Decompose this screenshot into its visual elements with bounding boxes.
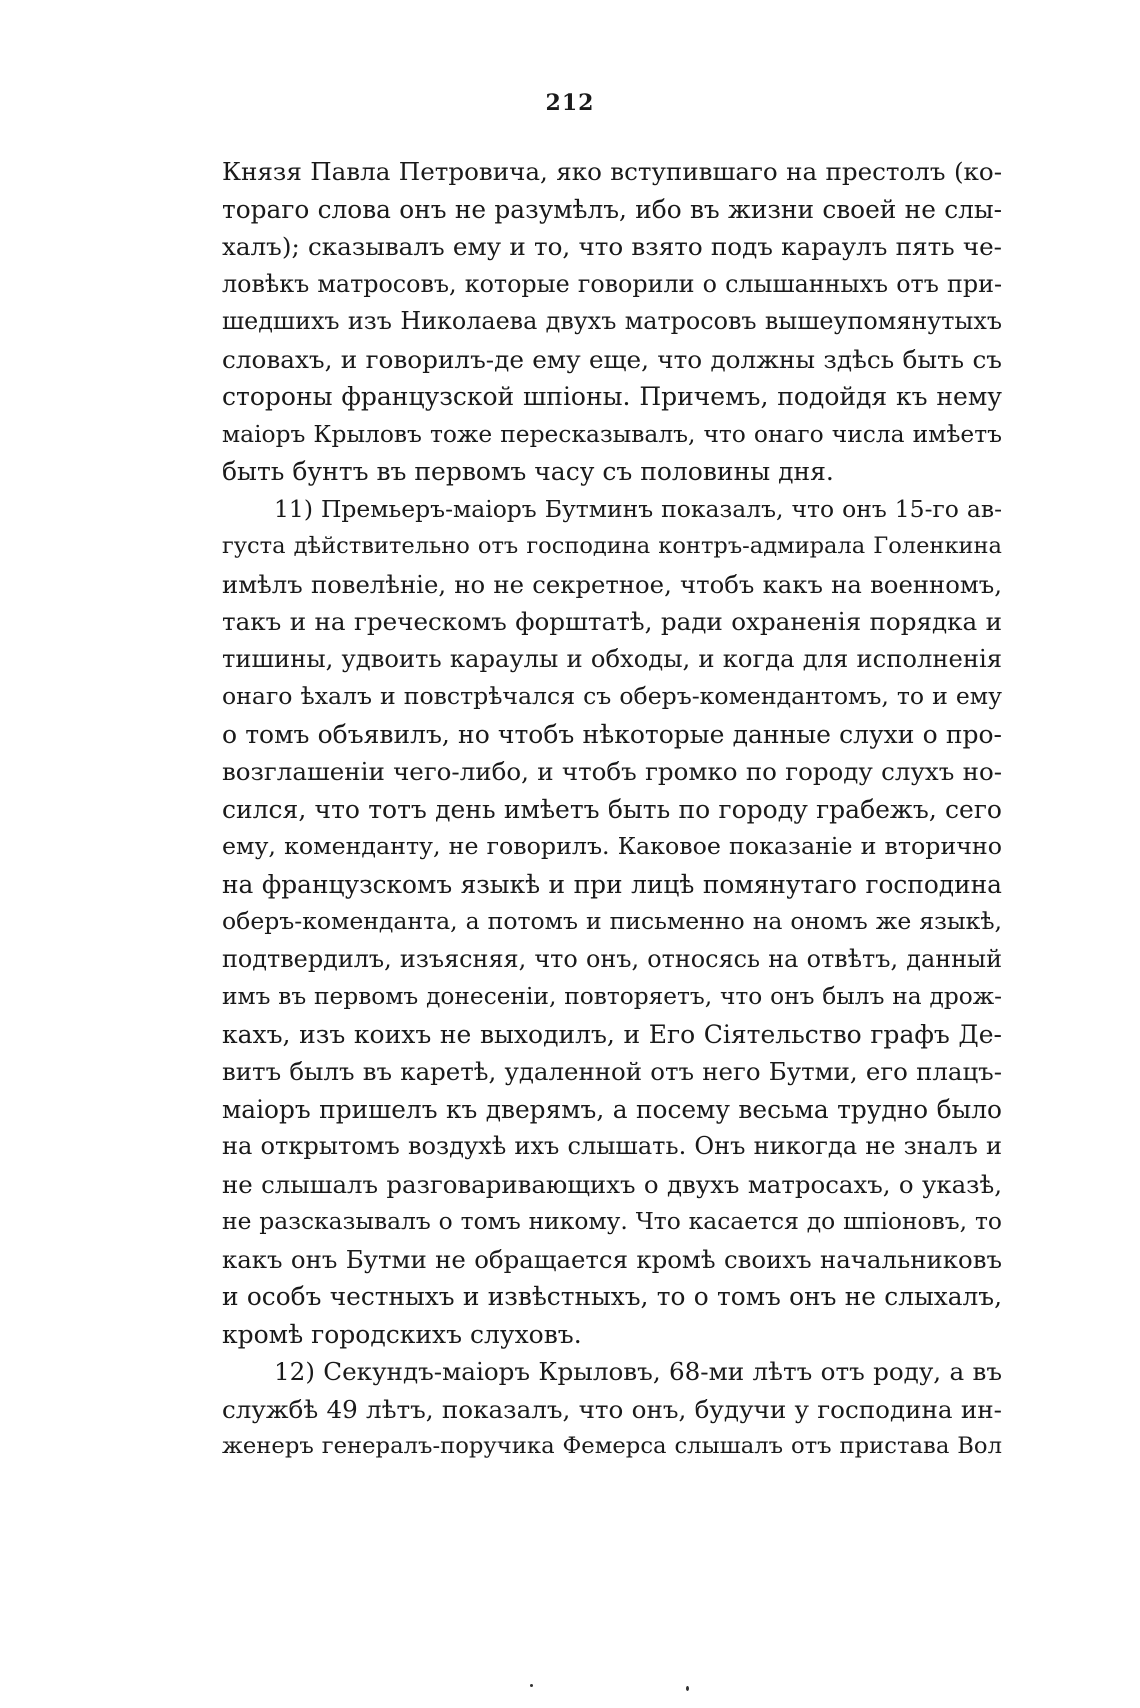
text-line: тораго слова онъ не разумѣлъ, ибо въ жизни своей не слы- (222, 194, 1002, 224)
text-line: быть бунтъ въ первомъ часу съ половины дня. (222, 457, 834, 486)
text-line: имѣлъ повелѣніе, но не секретное, чтобъ какъ на военномъ, (222, 569, 1002, 599)
paragraph-3 (222, 1353, 1002, 1466)
text-line: не слышалъ разговаривающихъ о двухъ матросахъ, о указѣ, (222, 1169, 1002, 1199)
text-line: женеръ генералъ-поручика Фемерса слышалъ отъ пристава Вол (222, 1433, 1002, 1459)
text-line: о томъ объявилъ, но чтобъ нѣкоторые данные слухи о про- (222, 719, 1002, 749)
text-line: службѣ 49 лѣтъ, показалъ, что онъ, будучи у господина ин- (222, 1394, 1002, 1424)
text-line: кахъ, изъ коихъ не выходилъ, и Его Сіятельство графъ Де- (222, 1019, 1002, 1049)
paragraph-1 (222, 153, 1002, 491)
text-line: на французскомъ языкѣ и при лицѣ помянутаго господина (222, 869, 1002, 899)
text-line: 12) Секундъ-маіоръ Крыловъ, 68-ми лѣтъ отъ роду, а въ (274, 1357, 1002, 1386)
text-line: кромѣ городскихъ слуховъ. (222, 1319, 582, 1349)
text-line: онаго ѣхалъ и повстрѣчался съ оберъ-комендантомъ, то и ему (222, 682, 1002, 710)
text-line: словахъ, и говорилъ-де ему еще, что должны здѣсь быть съ (222, 344, 1002, 374)
text-line: оберъ-коменданта, а потомъ и письменно на ономъ же языкѣ, (222, 907, 1002, 935)
text-line: стороны французской шпіоны. Причемъ, подойдя къ нему (222, 382, 1002, 411)
text-line: подтвердилъ, изъясняя, что онъ, относясь на отвѣтъ, данный (222, 944, 1002, 973)
text-line: и особъ честныхъ и извѣстныхъ, то о томъ онъ не слыхалъ, (222, 1282, 1002, 1311)
text-line: ему, коменданту, не говорилъ. Каковое показаніе и вторично (222, 832, 1002, 860)
body-text (222, 153, 1002, 1466)
text-line: какъ онъ Бутми не обращается кромѣ своихъ начальниковъ (222, 1244, 1002, 1274)
text-line: такъ и на греческомъ форштатѣ, ради охраненія порядка и (222, 607, 1002, 636)
text-line: сился, что тотъ день имѣетъ быть по городу грабежъ, сего (222, 794, 1002, 824)
text-line: имъ въ первомъ донесеніи, повторяетъ, что онъ былъ на дрож- (222, 983, 1002, 1010)
scan-speck (686, 1686, 689, 1691)
text-line: витъ былъ въ каретѣ, удаленной отъ него Бутми, его плацъ- (222, 1057, 1002, 1086)
text-line: маіоръ пришелъ къ дверямъ, а посему весьма трудно было (222, 1094, 1002, 1124)
text-line: на открытомъ воздухѣ ихъ слышать. Онъ никогда не зналъ и (222, 1132, 1002, 1160)
scan-speck (530, 1684, 533, 1687)
text-line: Князя Павла Петровича, яко вступившаго на престолъ (ко- (222, 157, 1002, 186)
text-line: 11) Премьеръ-маіоръ Бутминъ показалъ, что онъ 15-го ав- (274, 494, 1002, 523)
text-line: халъ); сказывалъ ему и то, что взято подъ караулъ пять че- (222, 232, 1002, 261)
text-line: густа дѣйствительно отъ господина контръ-адмирала Голенкина (222, 533, 1002, 559)
text-line: возглашеніи чего-либо, и чтобъ громко по городу слухъ но- (222, 757, 1002, 786)
text-line: шедшихъ изъ Николаева двухъ матросовъ вышеупомянутыхъ (222, 307, 1002, 335)
text-line: маіоръ Крыловъ тоже пересказывалъ, что онаго числа имѣетъ (222, 419, 1002, 448)
scan-specks (0, 1682, 1140, 1692)
text-line: не разсказывалъ о томъ никому. Что касается до шпіоновъ, то (222, 1207, 1002, 1235)
page-number: 212 (545, 90, 595, 116)
paragraph-2 (222, 491, 1002, 1354)
text-line: ловѣкъ матросовъ, которые говорили о слышанныхъ отъ при- (222, 269, 1002, 298)
text-line: тишины, удвоить караулы и обходы, и когда для исполненія (222, 644, 1002, 673)
